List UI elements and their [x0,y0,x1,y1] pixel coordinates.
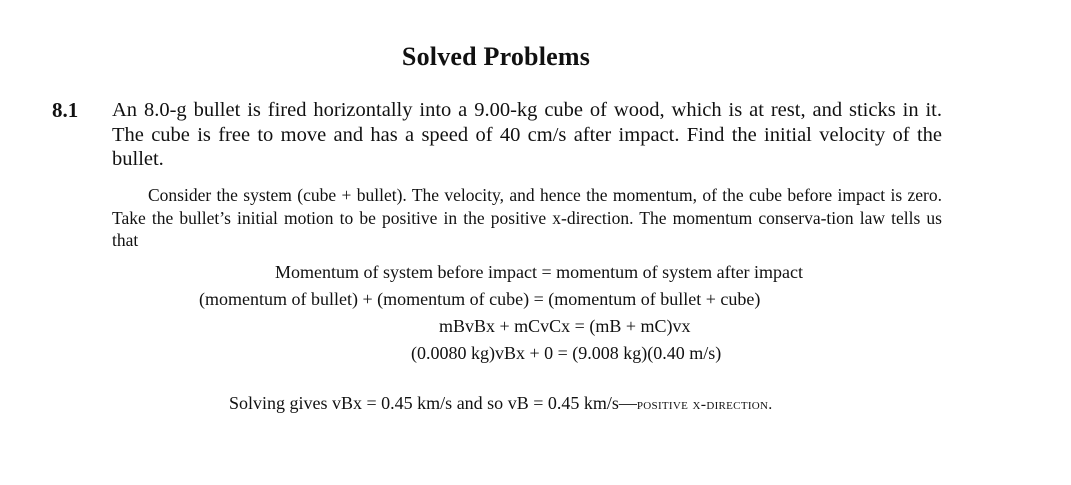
equation-momentum-words: Momentum of system before impact = momentum of system after impact [275,262,804,282]
solution-conclusion [229,393,773,414]
conclusion-vbx: vBx = 0.45 km/s [332,393,453,413]
problem-statement: An 8.0-g bullet is fired horizontally into a 9.00-kg cube of wood, which is at rest, and sticks in it. The cube is free to move and has a speed of 40 cm/s after impact. Find the initial velocity of the bullet. [112,99,942,170]
equation-momentum-parts: (momentum of bullet) + (momentum of cube) = (momentum of bullet + cube) [199,289,761,309]
conclusion-connector: and so [456,393,504,413]
solution-intro: Consider the system (cube + bullet). The velocity, and hence the momentum, of the cube before impact is zero. Take the bullet’s initial motion to be positive in the positive x-direction. The momentum conserva-tion law tells us that [112,185,942,250]
conclusion-dash: — [618,393,637,413]
section-title: Solved Problems [401,42,591,71]
equation-symbolic: mBvBx + mCvCx = (mB + mC)vx [439,316,691,336]
conclusion-prefix: Solving gives [229,393,328,413]
conclusion-vb: vB = 0.45 km/s [507,393,619,413]
equation-numeric: (0.0080 kg)vBx + 0 = (9.008 kg)(0.40 m/s) [411,343,722,363]
problem-number: 8.1 [52,98,79,122]
conclusion-direction: positive x-direction. [636,396,773,413]
